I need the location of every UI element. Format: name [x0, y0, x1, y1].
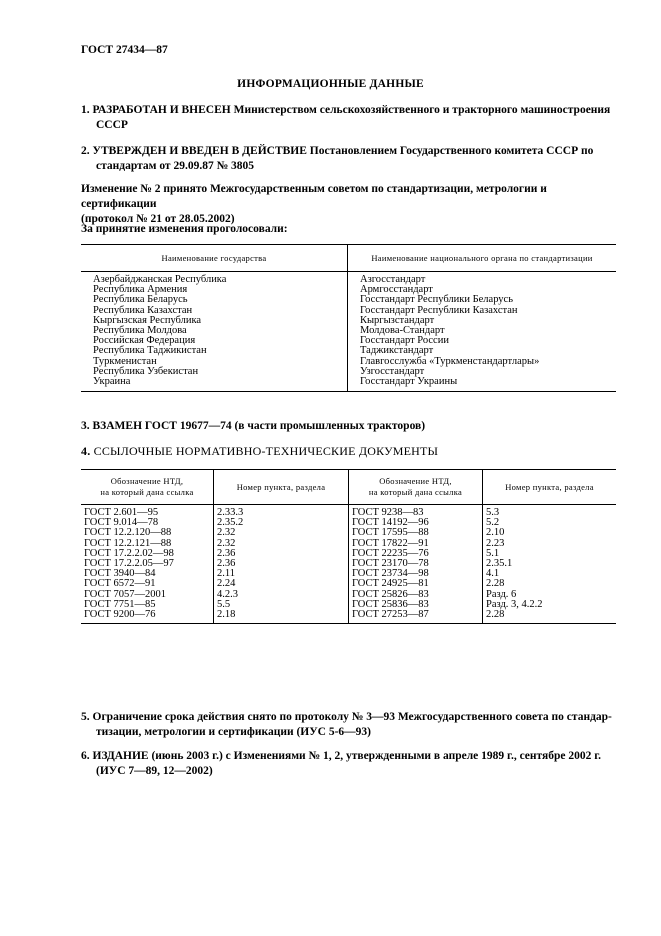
- document-code: ГОСТ 27434—87: [81, 44, 168, 56]
- item-4: [81, 444, 616, 459]
- state-name: Республика Беларусь: [81, 295, 348, 305]
- refs-row: [81, 600, 616, 610]
- state-name: Туркменистан: [81, 357, 348, 367]
- standards-body: Главгосслужба «Туркменстандартлары»: [360, 355, 540, 367]
- standards-body: Госстандарт Украины: [360, 376, 458, 388]
- ref-doc: ГОСТ 9238—83: [349, 505, 483, 519]
- ref-doc: ГОСТ 22235—76: [349, 549, 483, 559]
- ref-doc: ГОСТ 17595—88: [349, 528, 483, 538]
- refs-row: [81, 569, 616, 579]
- state-name: Республика Молдова: [81, 326, 348, 336]
- ref-clause: 5.2: [486, 517, 500, 529]
- state-name: Республика Таджикистан: [81, 346, 348, 356]
- item-lead: ИЗДАНИЕ: [92, 750, 149, 762]
- ref-doc: ГОСТ 25826—83: [349, 590, 483, 600]
- ref-clause: 2.24: [214, 579, 349, 589]
- ref-doc: ГОСТ 2.601—95: [81, 505, 214, 519]
- ref-clause: 2.35.2: [214, 518, 349, 528]
- item-6: [81, 749, 616, 779]
- ref-clause: 2.28: [486, 609, 505, 621]
- votes-row: [81, 272, 616, 286]
- votes-header-state: Наименование государства: [81, 245, 348, 272]
- state-name: Республика Казахстан: [81, 306, 348, 316]
- ref-clause: 2.33.3: [214, 505, 349, 519]
- ref-doc: ГОСТ 17822—91: [349, 539, 483, 549]
- voted-heading: За принятие изменения проголосовали:: [81, 223, 288, 235]
- ref-clause: 2.18: [214, 610, 349, 624]
- item-text: Постановлением Государственного комитета СССР по: [306, 145, 594, 157]
- ref-doc: ГОСТ 25836—83: [349, 600, 483, 610]
- ref-clause: 4.1: [486, 568, 500, 580]
- ref-doc: ГОСТ 3940—84: [81, 569, 214, 579]
- ref-doc: ГОСТ 9.014—78: [81, 518, 214, 528]
- standards-body: Армгосстандарт: [360, 284, 433, 296]
- item-lead: УТВЕРЖДЕН И ВВЕДЕН В ДЕЙСТВИЕ: [92, 145, 307, 157]
- standards-body: Госстандарт Республики Беларусь: [360, 294, 514, 306]
- item-number: 4.: [81, 444, 91, 458]
- item-2: [81, 144, 616, 174]
- ref-doc: ГОСТ 23170—78: [349, 559, 483, 569]
- ref-clause: 2.35.1: [486, 558, 513, 570]
- votes-table: [81, 244, 616, 392]
- change-note: [81, 182, 616, 227]
- standards-body: Азгосстандарт: [360, 274, 426, 285]
- standards-body: Кыргызстандарт: [360, 314, 435, 326]
- refs-header-clause: Номер пункта, раздела: [214, 470, 349, 505]
- refs-row: [81, 610, 616, 624]
- references-table: [81, 469, 616, 624]
- ref-doc: ГОСТ 12.2.121—88: [81, 539, 214, 549]
- item-number: 2.: [81, 145, 90, 157]
- item-number: 3.: [81, 420, 90, 432]
- ref-doc: ГОСТ 7751—85: [81, 600, 214, 610]
- item-3: [81, 419, 616, 434]
- change-text-continued: (протокол № 21 от 28.05.2002): [81, 213, 235, 225]
- ref-clause: 2.32: [214, 539, 349, 549]
- ref-clause: 2.10: [486, 527, 505, 539]
- item-number: 6.: [81, 750, 90, 762]
- ref-doc: ГОСТ 14192—96: [349, 518, 483, 528]
- refs-row: [81, 559, 616, 569]
- standards-body: Молдова-Стандарт: [360, 325, 445, 337]
- ref-doc: ГОСТ 24925—81: [349, 579, 483, 589]
- item-text-continued: стандартам от 29.09.87 № 3805: [96, 160, 255, 172]
- ref-doc: ГОСТ 6572—91: [81, 579, 214, 589]
- ref-clause: 2.11: [214, 569, 349, 579]
- ref-clause: 4.2.3: [214, 590, 349, 600]
- ref-clause: 2.23: [486, 537, 505, 549]
- ref-doc: ГОСТ 27253—87: [349, 610, 483, 624]
- ref-clause: 2.28: [486, 578, 505, 590]
- ref-doc: ГОСТ 17.2.2.05—97: [81, 559, 214, 569]
- ref-clause: 2.36: [214, 549, 349, 559]
- standards-body: Узгосстандарт: [360, 365, 425, 377]
- item-text: ВЗАМЕН ГОСТ 19677—74 (в части промышленных тракторов): [92, 420, 426, 432]
- refs-header-doc: Обозначение НТД, на который дана ссылка: [81, 470, 214, 505]
- ref-doc: ГОСТ 23734—98: [349, 569, 483, 579]
- ref-clause: 2.36: [214, 559, 349, 569]
- state-name: Кыргызская Республика: [81, 316, 348, 326]
- item-number: 5.: [81, 711, 90, 723]
- item-lead: РАЗРАБОТАН И ВНЕСЕН: [92, 104, 231, 116]
- item-text-continued: (ИУС 7—89, 12—2002): [96, 765, 213, 777]
- standards-body: Госстандарт Республики Казахстан: [360, 304, 518, 316]
- ref-doc: ГОСТ 9200—76: [81, 610, 214, 624]
- ref-clause: Разд. 3, 4.2.2: [486, 598, 543, 610]
- change-text: принято Межгосударственным советом по стандартизации, метрологии и сертификации: [81, 183, 547, 210]
- ref-doc: ГОСТ 12.2.120—88: [81, 528, 214, 538]
- ref-doc: ГОСТ 17.2.2.02—98: [81, 549, 214, 559]
- ref-clause: 5.5: [214, 600, 349, 610]
- item-5: [81, 710, 616, 740]
- ref-clause: Разд. 6: [486, 588, 517, 600]
- change-lead: Изменение № 2: [81, 183, 161, 195]
- item-number: 1.: [81, 104, 90, 116]
- state-name: Украина: [81, 377, 348, 392]
- item-text: ССЫЛОЧНЫЕ НОРМАТИВНО-ТЕХНИЧЕСКИЕ ДОКУМЕНТЫ: [93, 444, 439, 458]
- item-text: Ограничение срока действия снято по протоколу № 3—93 Межгосударственного совета по стандар-: [92, 711, 612, 723]
- ref-clause: 5.1: [486, 547, 500, 559]
- ref-doc: ГОСТ 7057—2001: [81, 590, 214, 600]
- refs-row: [81, 505, 616, 519]
- state-name: Республика Армения: [81, 285, 348, 295]
- refs-header-clause: Номер пункта, раздела: [483, 470, 617, 505]
- votes-row: [81, 367, 616, 377]
- item-text: (июнь 2003 г.) с Изменениями № 1, 2, утвержденными в апреле 1989 г., сентябре 2002 г.: [148, 750, 602, 762]
- refs-header-doc: Обозначение НТД, на который дана ссылка: [349, 470, 483, 505]
- votes-header-body: Наименование национального органа по стандартизации: [348, 245, 617, 272]
- votes-row: [81, 377, 616, 392]
- ref-clause: 2.32: [214, 528, 349, 538]
- item-text-continued: тизации, метрологии и сертификации (ИУС 5-6—93): [96, 726, 372, 738]
- standards-body: Госстандарт России: [360, 335, 449, 347]
- item-text: Министерством сельскохозяйственного и тракторного машиностроения: [230, 104, 611, 116]
- item-1: [81, 103, 616, 133]
- item-text-continued: СССР: [96, 119, 128, 131]
- state-name: Республика Узбекистан: [81, 367, 348, 377]
- page-title: ИНФОРМАЦИОННЫЕ ДАННЫЕ: [237, 78, 424, 90]
- standards-body: Таджикстандарт: [360, 345, 434, 357]
- state-name: Азербайджанская Республика: [81, 272, 348, 286]
- state-name: Российская Федерация: [81, 336, 348, 346]
- ref-clause: 5.3: [486, 507, 500, 518]
